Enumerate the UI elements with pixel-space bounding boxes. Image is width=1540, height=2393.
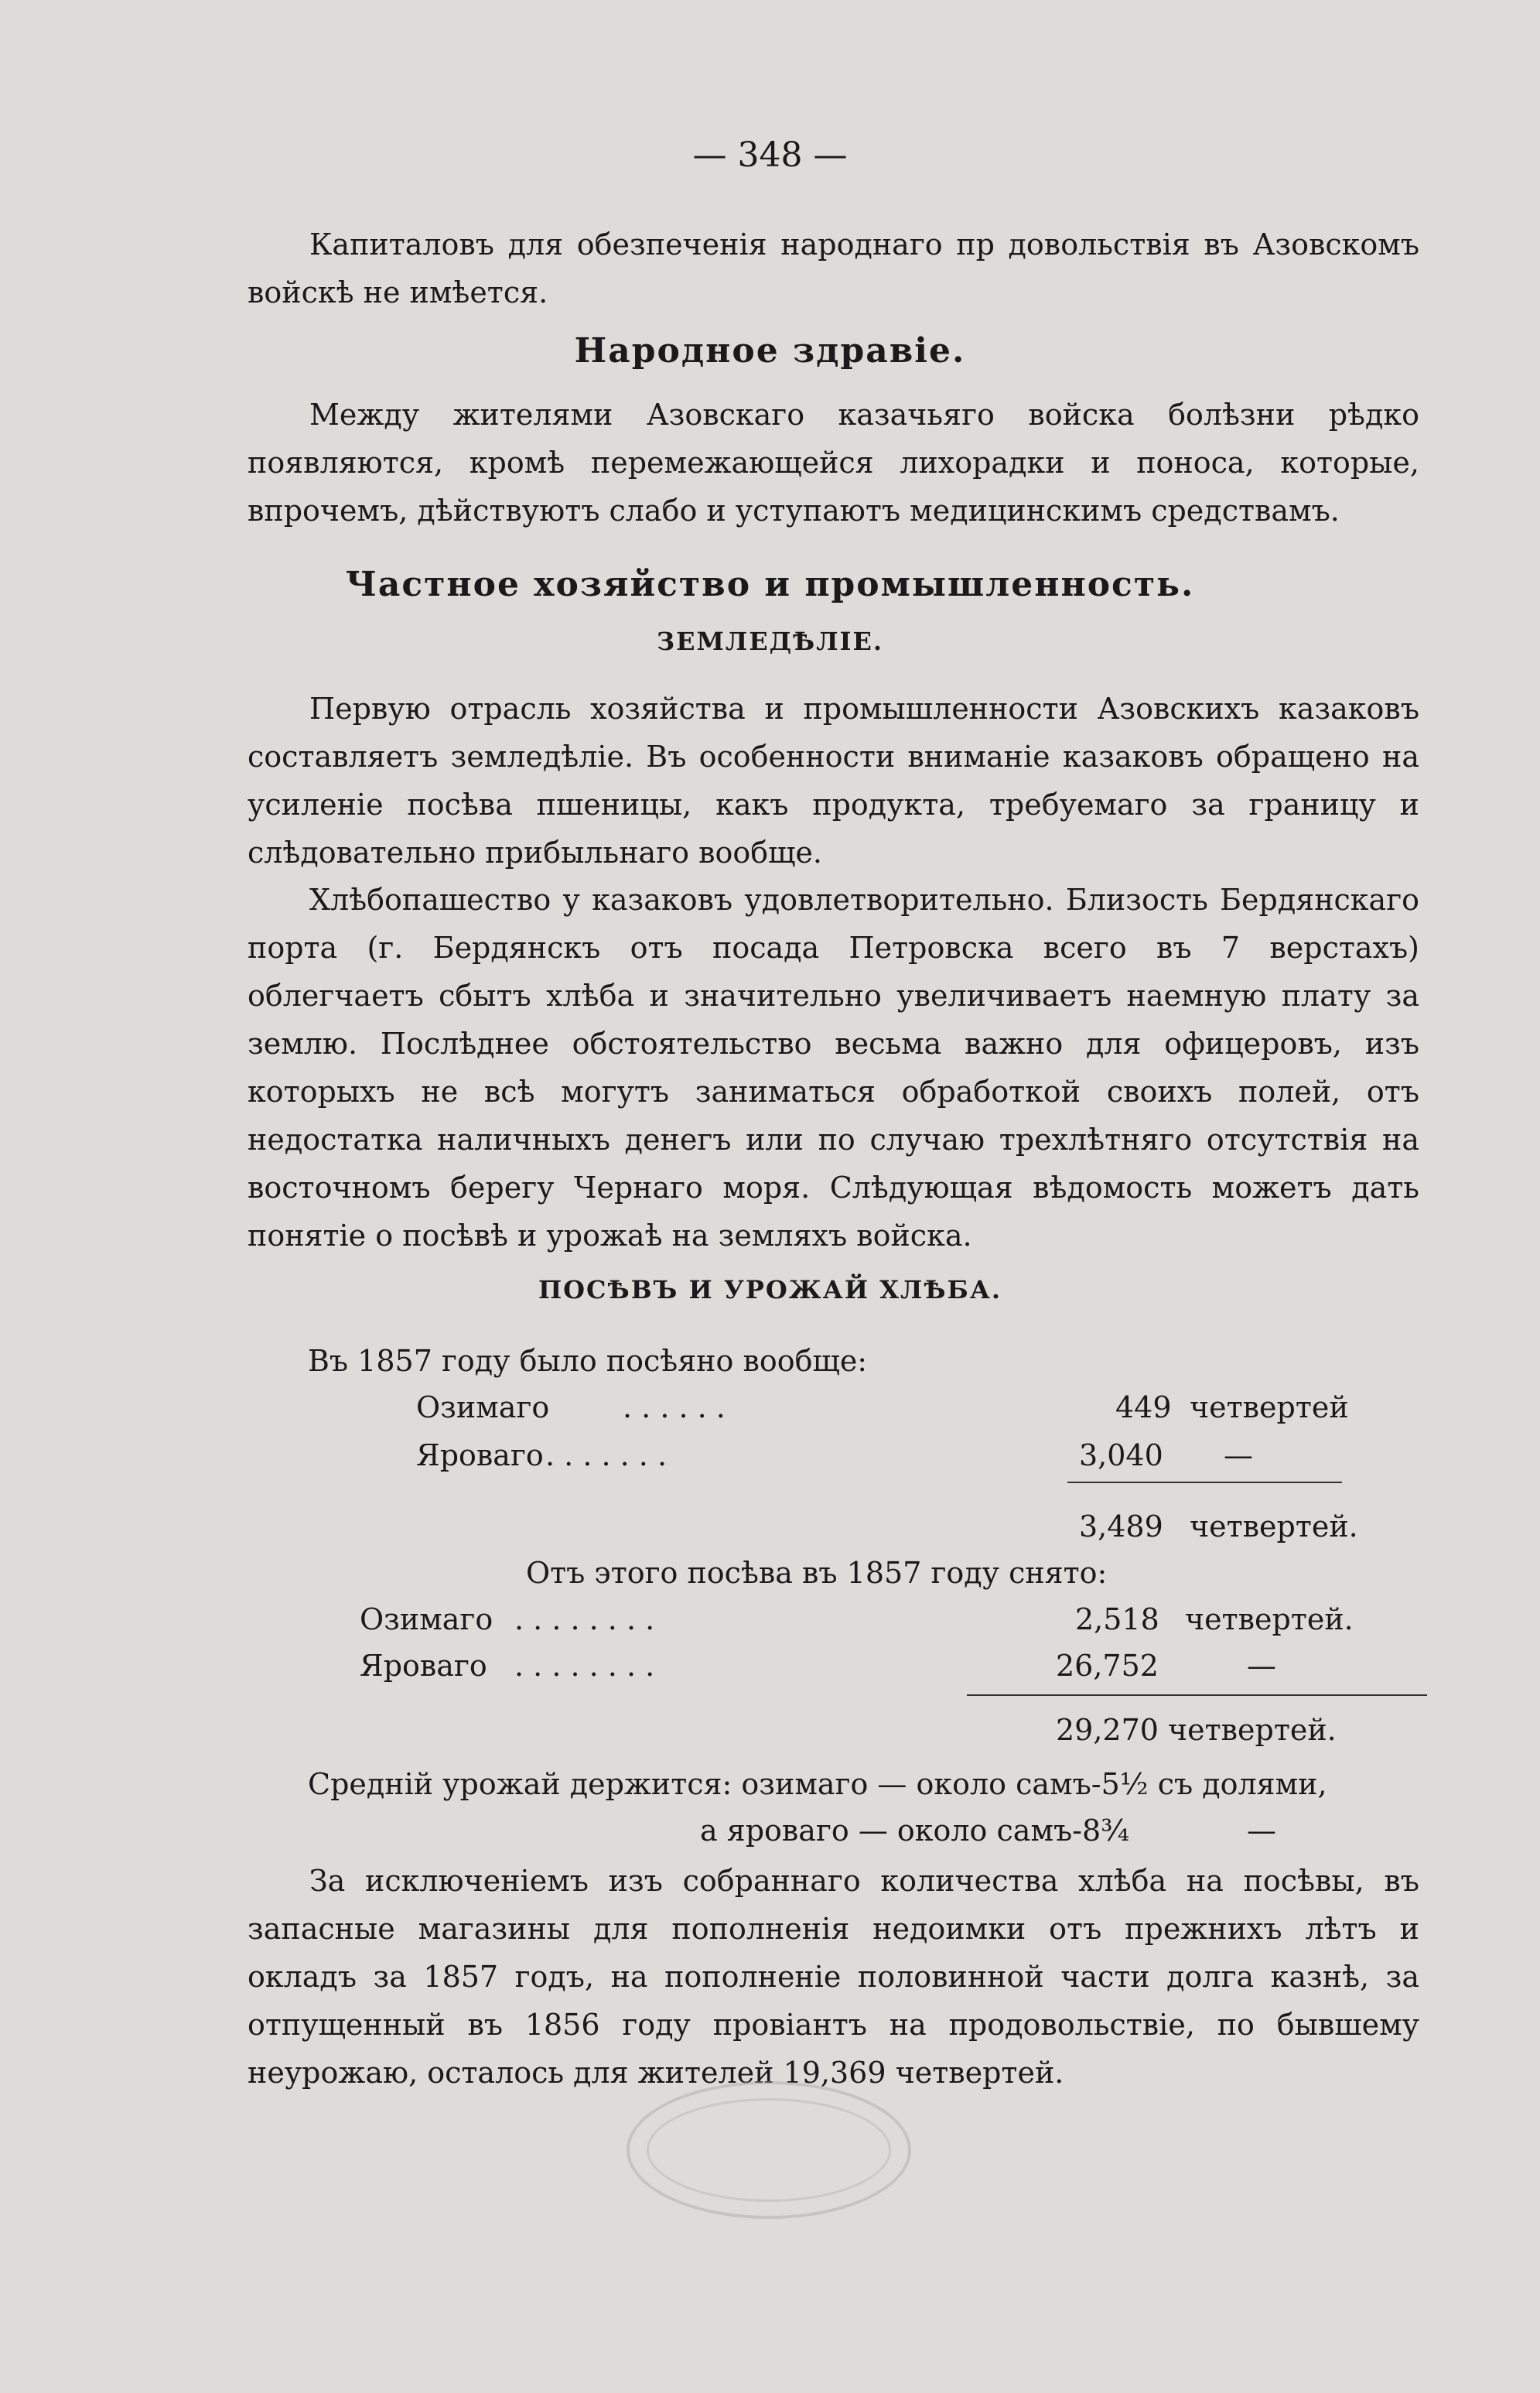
health-paragraph: Между жителями Азовскаго казачьяго войска болѣзни рѣдко появляются, кромѣ перемежающейся лихорадки и поноса, которые, впрочемъ, дѣйствуютъ слабо и уступаютъ медицинскимъ средствамъ. (248, 398, 1419, 528)
sown-spring-dots: . . . . . . . (545, 1438, 668, 1472)
sown-sum-rule (1067, 1482, 1342, 1483)
agriculture-paragraph-1: Первую отрасль хозяйства и промышленности Азовскихъ казаковъ составляетъ земледѣліе. Въ особенности вниманіе казаковъ обращено на усиленіе посѣва пшеницы, какъ продукта, требуемаго за границу и слѣдовательно прибыльнаго вообще. (248, 692, 1419, 870)
sown-winter-dots: . . . . . . (623, 1390, 726, 1424)
reaped-spring-label: Яроваго (360, 1649, 487, 1683)
health-heading: Народное здравіе. (574, 331, 966, 371)
reaped-spring-unit: — (1247, 1649, 1276, 1683)
sown-total-unit: четвертей. (1190, 1509, 1358, 1543)
agriculture-paragraph-2: Хлѣбопашество у казаковъ удовлетворительно. Близость Бердянскаго порта (г. Бердянскъ отъ посада Петровска всего въ 7 верстахъ) облегчаетъ сбытъ хлѣба и значительно увеличиваетъ наемную плату за землю. Послѣднее обстоятельство весьма важно для офицеровъ, изъ которыхъ не всѣ могутъ заниматься обработкой своихъ полей, отъ недостатка наличныхъ денегъ или по случаю трехлѣтняго отсутствія на восточномъ берегу Чернаго моря. Слѣдующая вѣдомость можетъ дать понятіе о посѣвѣ и урожаѣ на земляхъ войска. (248, 883, 1419, 1253)
reaped-total-value: 29,270 (1056, 1713, 1159, 1747)
library-stamp (627, 2081, 911, 2219)
sown-winter-unit: четвертей (1190, 1390, 1349, 1424)
yield-line-2: а яроваго — около самъ-8¾ (700, 1814, 1130, 1848)
sown-spring-unit: — (1224, 1438, 1253, 1472)
sown-spring-label: Яроваго (416, 1438, 544, 1472)
yield-line-1: Среднiй урожай держится: озимаго — около самъ-5½ съ долями, (308, 1767, 1327, 1801)
closing-paragraph: За исключеніемъ изъ собраннаго количества хлѣба на посѣвы, въ запасные магазины для пополненія недоимки отъ прежнихъ лѣтъ и окладъ за 1857 годъ, на пополненіе половинной части долга казнѣ, за отпущенный въ 1856 году провіантъ на продовольствіе, по бывшему неурожаю, осталось для жителей 19,369 четвертей. (248, 1864, 1419, 2090)
reaped-winter-dots: . . . . . . . . (514, 1602, 655, 1636)
reaped-winter-unit: четвертей. (1185, 1602, 1354, 1636)
sown-winter-label: Озимаго (416, 1390, 550, 1424)
agriculture-subheading: ЗЕМЛЕДѢЛІЕ. (657, 627, 883, 656)
sown-spring-value: 3,040 (1079, 1438, 1163, 1472)
reaped-spring-value: 26,752 (1056, 1649, 1159, 1683)
yield-line-2-dash: — (1247, 1814, 1276, 1848)
reaped-total-unit: четвертей. (1168, 1713, 1337, 1747)
page-number: — 348 — (692, 135, 848, 175)
sown-intro: Въ 1857 году было посѣяно вообще: (308, 1344, 868, 1378)
reaped-sum-rule (967, 1694, 1427, 1696)
sown-winter-value: 449 (1115, 1390, 1172, 1424)
reaped-winter-value: 2,518 (1075, 1602, 1159, 1636)
intro-paragraph: Капиталовъ для обезпеченія народнаго пр довольствія въ Азовскомъ войскѣ не имѣется. (248, 227, 1419, 309)
reaped-winter-label: Озимаго (360, 1602, 493, 1636)
reaped-intro: Отъ этого посѣва въ 1857 году снято: (526, 1556, 1108, 1590)
sown-total-value: 3,489 (1079, 1509, 1163, 1543)
harvest-heading: ПОСѢВЪ И УРОЖАЙ ХЛѢБА. (538, 1275, 1002, 1304)
economy-heading: Частное хозяйство и промышленность. (345, 565, 1195, 604)
reaped-spring-dots: . . . . . . . . (514, 1649, 655, 1683)
